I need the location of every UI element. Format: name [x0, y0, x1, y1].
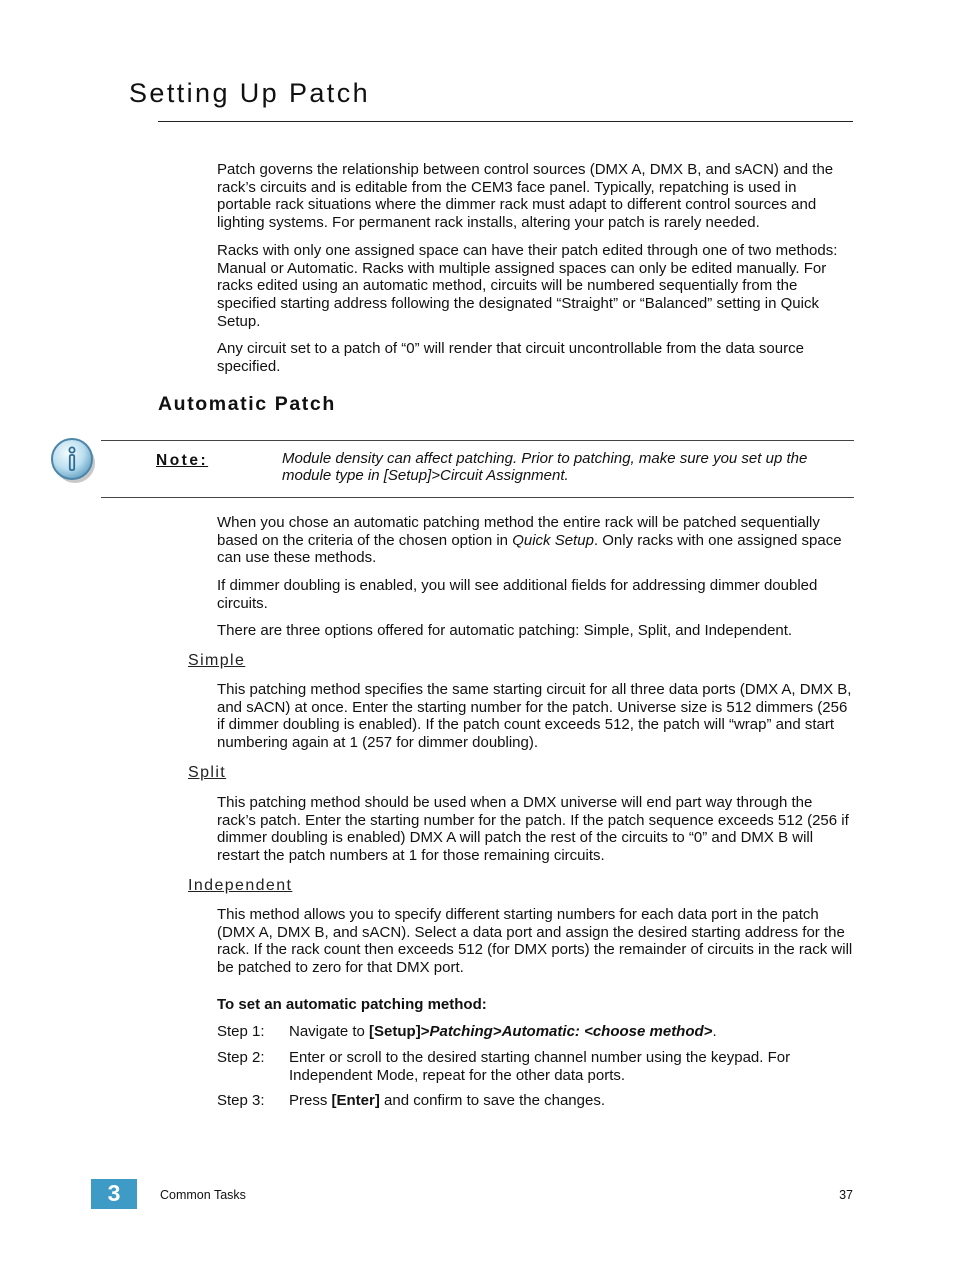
independent-paragraph: [217, 906, 853, 977]
step-1-before: Navigate to: [289, 1023, 370, 1040]
intro-text-3: Any circuit set to a patch of “0” will render that circuit uncontrollable from the data source specified.: [217, 340, 804, 375]
simple-text: This patching method specifies the same starting circuit for all three data ports (DMX A, DMX B, and sACN) at once. Enter the starting number for the patch. Universe size is 512 dimmers (256 if dimmer doubling is enabled). If the patch count exceeds 512, the patch will “wrap” and start numbering again at 1 (257 for dimmer doubling).: [217, 681, 852, 752]
procedure-title: To set an automatic patching method:: [217, 996, 487, 1013]
chapter-number-badge: 3: [91, 1179, 137, 1209]
footer-page-number: 37: [839, 1188, 853, 1202]
subheading-independent: Independent: [188, 877, 293, 894]
step-2-text: Enter or scroll to the desired starting channel number using the keypad. For Independent Mode, repeat for the other data ports.: [289, 1049, 791, 1084]
independent-text: This method allows you to specify different starting numbers for each data port in the patch (DMX A, DMX B, and sACN). Select a data port and assign the desired starting address for the rack. If the rack count then exceeds 512 (for DMX ports) the remainder of circuits in the rack will be patched to zero for that DMX port.: [217, 906, 853, 977]
auto-text-1-emphasis: Quick Setup: [512, 531, 594, 549]
note-bottom-rule: [101, 497, 854, 498]
intro-paragraph-2: [217, 242, 853, 331]
intro-text-2: Racks with only one assigned space can have their patch edited through one of two methods: Manual or Automatic. Racks with multiple assigned spaces can only be edited manually. For racks edited using an automatic method, circuits will be numbered sequentially from the specified starting address following the designated “Straight” or “Balanced” setting in Quick Setup.: [217, 242, 838, 330]
step-3-after: and confirm to save the changes.: [379, 1092, 605, 1109]
step-1-bold: [Setup]>: [369, 1023, 430, 1040]
step-3-label: Step 3:: [217, 1092, 265, 1109]
auto-text-3: There are three options offered for automatic patching: Simple, Split, and Independent.: [217, 622, 793, 639]
step-1-text: [289, 1023, 849, 1041]
simple-paragraph: [217, 681, 853, 752]
subheading-split: Split: [188, 764, 227, 781]
split-paragraph: [217, 794, 853, 865]
auto-paragraph-2: [217, 577, 853, 612]
step-3-text: [289, 1092, 849, 1110]
note-top-rule: [101, 440, 854, 441]
note-text: Module density can affect patching. Prior to patching, make sure you set up the module type in [Setup]>Circuit Assignment.: [282, 450, 808, 484]
auto-paragraph-3: [217, 622, 853, 640]
intro-paragraph-1: [217, 161, 853, 232]
intro-paragraph-3: [217, 340, 853, 375]
step-1-label: Step 1:: [217, 1023, 265, 1040]
auto-paragraph-1: [217, 514, 853, 567]
split-text: This patching method should be used when a DMX universe will end part way through the rack’s patch. Enter the starting number for the patch. If the patch sequence exceeds 512 (256 if dimmer doubling is enabled) DMX A will patch the rest of the circuits to “0” and DMX B will restart the patch numbers at 1 for those remaining circuits.: [217, 794, 849, 865]
step-2-label: Step 2:: [217, 1049, 265, 1066]
title-divider: [158, 121, 853, 122]
auto-text-1a: When you chose an automatic patching method the entire rack will be patched sequentially based on the criteria of the chosen option in: [217, 514, 820, 549]
intro-text-1: Patch governs the relationship between control sources (DMX A, DMX B, and sACN) and the rack’s circuits and is editable from the CEM3 face panel. Typically, repatching is used in portable rack situations where the dimmer rack must adapt to different control sources and lighting systems. For permanent rack installs, altering your patch is rarely needed.: [217, 161, 834, 232]
subheading-simple: Simple: [188, 652, 246, 669]
step-1-bold-italic: Patching>Automatic: <choose method>: [429, 1023, 713, 1040]
step-3-before: Press: [289, 1092, 332, 1109]
section-heading: Automatic Patch: [158, 393, 336, 415]
step-1-after: .: [712, 1023, 717, 1040]
auto-text-1b: . Only racks with one assigned space can use these methods.: [217, 531, 842, 567]
step-3-bold: [Enter]: [331, 1092, 380, 1109]
auto-text-2: If dimmer doubling is enabled, you will see additional fields for addressing dimmer doubled circuits.: [217, 577, 818, 612]
note-label: Note:: [156, 452, 209, 469]
footer-chapter-name: Common Tasks: [160, 1188, 246, 1202]
page-title: Setting Up Patch: [129, 78, 371, 108]
info-icon: [50, 437, 98, 485]
